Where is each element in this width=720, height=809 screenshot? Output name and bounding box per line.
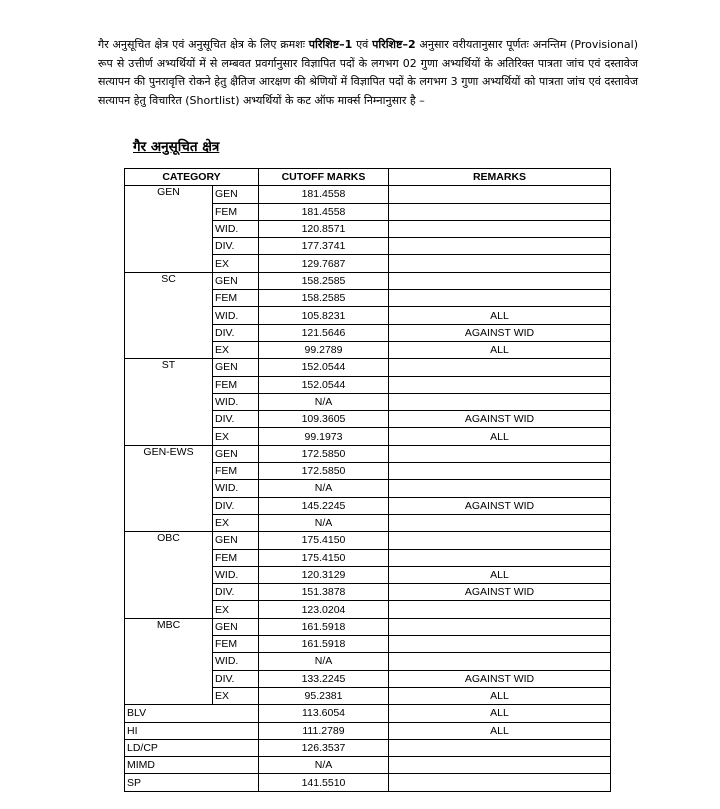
intro-text-2: एवं [352,38,373,51]
remarks-cell [389,445,611,462]
cutoff-marks-cell: 172.5850 [259,463,389,480]
cutoff-marks-cell: 158.2585 [259,272,389,289]
remarks-cell [389,359,611,376]
subcategory-cell: DIV. [213,584,259,601]
cutoff-marks-cell: 133.2245 [259,670,389,687]
remarks-cell [389,514,611,531]
cutoff-marks-cell: 95.2381 [259,687,389,704]
subcategory-cell: EX [213,601,259,618]
header-category: CATEGORY [125,169,259,186]
remarks-cell: ALL [389,722,611,739]
category-cell: GEN [125,186,213,272]
subcategory-cell: DIV. [213,670,259,687]
category-cell: SP [125,774,259,791]
subcategory-cell: GEN [213,532,259,549]
remarks-cell [389,238,611,255]
subcategory-cell: GEN [213,186,259,203]
cutoff-marks-cell: 129.7687 [259,255,389,272]
subcategory-cell: GEN [213,445,259,462]
remarks-cell [389,532,611,549]
remarks-cell: ALL [389,566,611,583]
subcategory-cell: EX [213,341,259,358]
remarks-cell [389,220,611,237]
remarks-cell: ALL [389,307,611,324]
cutoff-marks-cell: 151.3878 [259,584,389,601]
cutoff-marks-cell: 113.6054 [259,705,389,722]
table-body [125,186,611,791]
section-title: गैर अनुसूचित क्षेत्र [133,139,220,155]
remarks-cell [389,186,611,203]
table-row [125,722,611,739]
cutoff-marks-cell: N/A [259,514,389,531]
subcategory-cell: DIV. [213,238,259,255]
cutoff-marks-cell: 177.3741 [259,238,389,255]
category-cell: MBC [125,618,213,704]
remarks-cell [389,376,611,393]
table-row [125,705,611,722]
subcategory-cell: FEM [213,463,259,480]
cutoff-marks-cell: N/A [259,653,389,670]
header-remarks: REMARKS [389,169,611,186]
table-row [125,359,611,376]
category-cell: OBC [125,532,213,618]
category-cell: HI [125,722,259,739]
remarks-cell: ALL [389,428,611,445]
subcategory-cell: DIV. [213,411,259,428]
category-cell: MIMD [125,757,259,774]
table-row [125,739,611,756]
cutoff-marks-cell: 99.1973 [259,428,389,445]
subcategory-cell: EX [213,428,259,445]
subcategory-cell: EX [213,514,259,531]
appendix-2-ref: परिशिष्ट–2 [372,38,416,51]
category-cell: LD/CP [125,739,259,756]
table-row [125,757,611,774]
subcategory-cell: DIV. [213,324,259,341]
cutoff-marks-cell: 141.5510 [259,774,389,791]
table-row [125,532,611,549]
cutoff-marks-cell: N/A [259,393,389,410]
remarks-cell: ALL [389,705,611,722]
category-cell: GEN-EWS [125,445,213,531]
intro-paragraph [98,36,638,110]
cutoff-marks-cell: 181.4558 [259,186,389,203]
cutoff-marks-cell: N/A [259,757,389,774]
remarks-cell [389,653,611,670]
remarks-cell [389,601,611,618]
remarks-cell [389,272,611,289]
cutoff-marks-cell: 105.8231 [259,307,389,324]
remarks-cell [389,290,611,307]
remarks-cell [389,739,611,756]
cutoff-marks-cell: 120.3129 [259,566,389,583]
cutoff-marks-cell: 152.0544 [259,376,389,393]
cutoff-marks-cell: 161.5918 [259,636,389,653]
cutoff-marks-cell: 158.2585 [259,290,389,307]
subcategory-cell: EX [213,687,259,704]
cutoff-marks-cell: 172.5850 [259,445,389,462]
remarks-cell: AGAINST WID [389,670,611,687]
remarks-cell [389,636,611,653]
table-row [125,618,611,635]
cutoff-marks-cell: 121.5646 [259,324,389,341]
cutoff-marks-cell: 181.4558 [259,203,389,220]
subcategory-cell: EX [213,255,259,272]
subcategory-cell: FEM [213,549,259,566]
remarks-cell [389,463,611,480]
subcategory-cell: WID. [213,393,259,410]
subcategory-cell: WID. [213,480,259,497]
intro-text-3: अनुसार वरीयतानुसार पूर्णतः अनन्तिम (Provisional) रूप से उत्तीर्ण अभ्यर्थियों में से लम्बवत प्रवर्गानुसार विज्ञापित पदों के लगभग 02 गुणा अभ्यर्थियों के अतिरिक्त पात्रता जांच एवं दस्तावेज सत्यापन की पुनरावृत्ति रोकने हेतु क्षैतिज आरक्षण की श्रेणियों में विज्ञापित पदों के लगभग 3 गुणा अभ्यर्थियों को पात्रता जांच एवं दस्तावेज सत्यापन हेतु विचारित (Shortlist) अभ्यर्थियों के कट ऑफ मार्क्स निम्नानुसार है – [98,38,638,107]
category-cell: BLV [125,705,259,722]
remarks-cell: AGAINST WID [389,324,611,341]
cutoff-marks-cell: 126.3537 [259,739,389,756]
remarks-cell: AGAINST WID [389,584,611,601]
cutoff-marks-cell: 111.2789 [259,722,389,739]
cutoff-marks-cell: 161.5918 [259,618,389,635]
remarks-cell [389,480,611,497]
intro-text-1: गैर अनुसूचित क्षेत्र एवं अनुसूचित क्षेत्र के लिए क्रमशः [98,38,309,51]
subcategory-cell: WID. [213,307,259,324]
table-row [125,272,611,289]
remarks-cell [389,393,611,410]
cutoff-marks-cell: 109.3605 [259,411,389,428]
subcategory-cell: WID. [213,566,259,583]
remarks-cell: AGAINST WID [389,497,611,514]
remarks-cell: ALL [389,341,611,358]
cutoff-marks-cell: 99.2789 [259,341,389,358]
remarks-cell [389,203,611,220]
category-cell: ST [125,359,213,445]
remarks-cell: ALL [389,687,611,704]
subcategory-cell: GEN [213,359,259,376]
remarks-cell [389,757,611,774]
cutoff-marks-cell: 145.2245 [259,497,389,514]
subcategory-cell: FEM [213,290,259,307]
remarks-cell [389,774,611,791]
table-row [125,774,611,791]
cutoff-table [124,168,611,792]
subcategory-cell: GEN [213,618,259,635]
category-cell: SC [125,272,213,358]
subcategory-cell: DIV. [213,497,259,514]
cutoff-marks-cell: 175.4150 [259,532,389,549]
remarks-cell [389,255,611,272]
table-row [125,186,611,203]
subcategory-cell: FEM [213,636,259,653]
subcategory-cell: GEN [213,272,259,289]
cutoff-marks-cell: 152.0544 [259,359,389,376]
cutoff-marks-cell: N/A [259,480,389,497]
cutoff-marks-cell: 123.0204 [259,601,389,618]
remarks-cell: AGAINST WID [389,411,611,428]
appendix-1-ref: परिशिष्ट–1 [308,38,353,51]
subcategory-cell: FEM [213,376,259,393]
cutoff-marks-cell: 175.4150 [259,549,389,566]
header-cutoff-marks: CUTOFF MARKS [259,169,389,186]
table-row [125,445,611,462]
remarks-cell [389,549,611,566]
subcategory-cell: WID. [213,220,259,237]
remarks-cell [389,618,611,635]
subcategory-cell: WID. [213,653,259,670]
subcategory-cell: FEM [213,203,259,220]
cutoff-marks-cell: 120.8571 [259,220,389,237]
table-header-row [125,169,611,186]
